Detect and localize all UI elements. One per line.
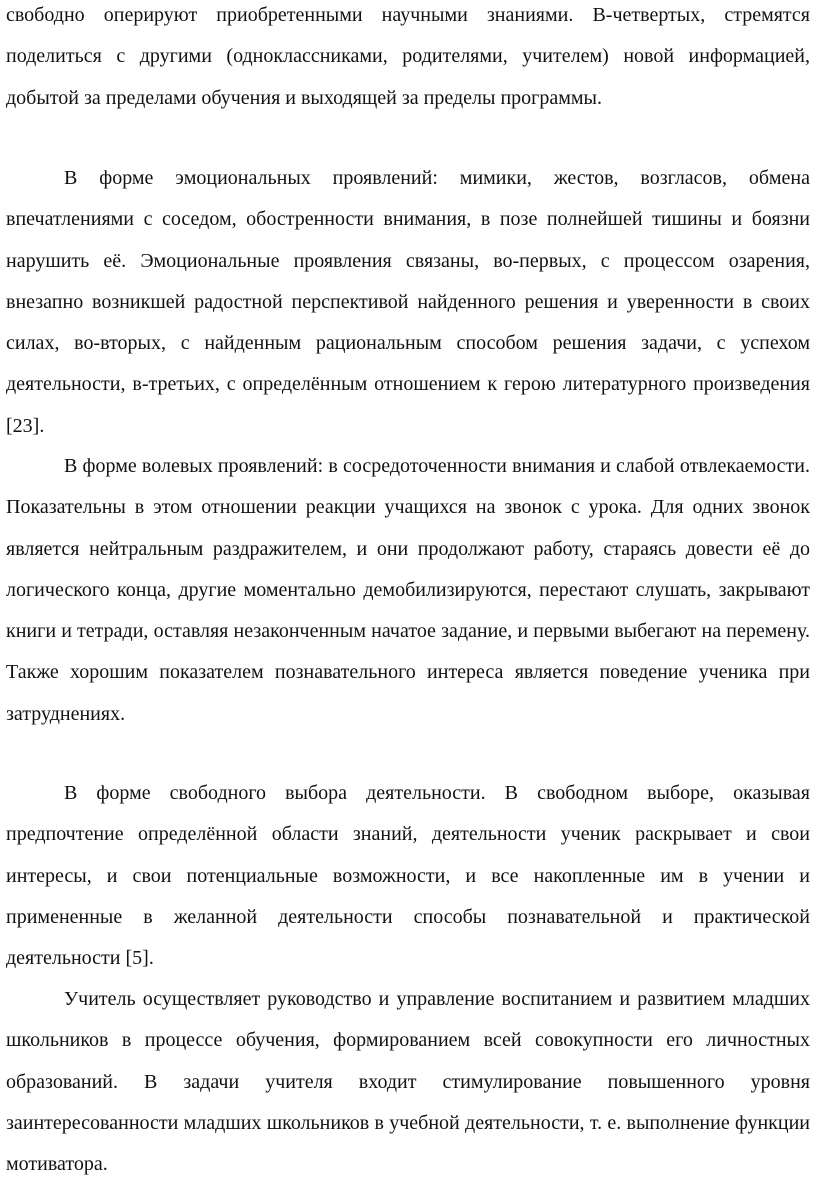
paragraph-free-choice: В форме свободного выбора деятельности. В свободном выборе, оказывая предпочтение определённой области знаний, деятельности ученик раскрывает и свои интересы, и свои потенциальные возможности, и все накопленные им в учении и примененные в желанной деятельности способы познавательной и практической деятельности [5]. [6, 782, 810, 970]
paragraph-volitional-manifestations: В форме волевых проявлений: в сосредоточенности внимания и слабой отвлекаемости. Показательны в этом отношении реакции учащихся на звонок с урока. Для одних звонок является нейтральным раздражителем, и они продолжают работу, стараясь довести её до логического конца, другие моментально демобилизируются, перестают слушать, закрывают книги и тетради, оставляя незаконченным начатое задание, и первыми выбегают на перемену. Также хорошим показателем познавательного интереса является поведение ученика при затруднениях. [6, 455, 810, 725]
paragraph-teacher-role: Учитель осуществляет руководство и управление воспитанием и развитием младших школьников в процессе обучения, формированием всей совокупности его личностных образований. В задачи учителя входит стимулирование повышенного уровня заинтересованности младших школьников в учебной деятельности, т. е. выполнение функции мотиватора. [6, 988, 810, 1176]
paragraph-emotional-manifestations: В форме эмоциональных проявлений: мимики, жестов, возгласов, обмена впечатлениями с соседом, обостренности внимания, в позе полнейшей тишины и боязни нарушить её. Эмоциональные проявления связаны, во-первых, с процессом озарения, внезапно возникшей радостной перспективой найденного решения и уверенности в своих силах, во-вторых, с найденным рациональным способом решения задачи, с успехом деятельности, в-третьих, с определённым отношением к герою литературного произведения [23]. [6, 167, 810, 437]
paragraph-continuation: свободно оперируют приобретенными научными знаниями. В-четвертых, стремятся поделиться с другими (одноклассниками, родителями, учителем) новой информацией, добытой за пределами обучения и выходящей за пределы программы. [6, 4, 810, 109]
